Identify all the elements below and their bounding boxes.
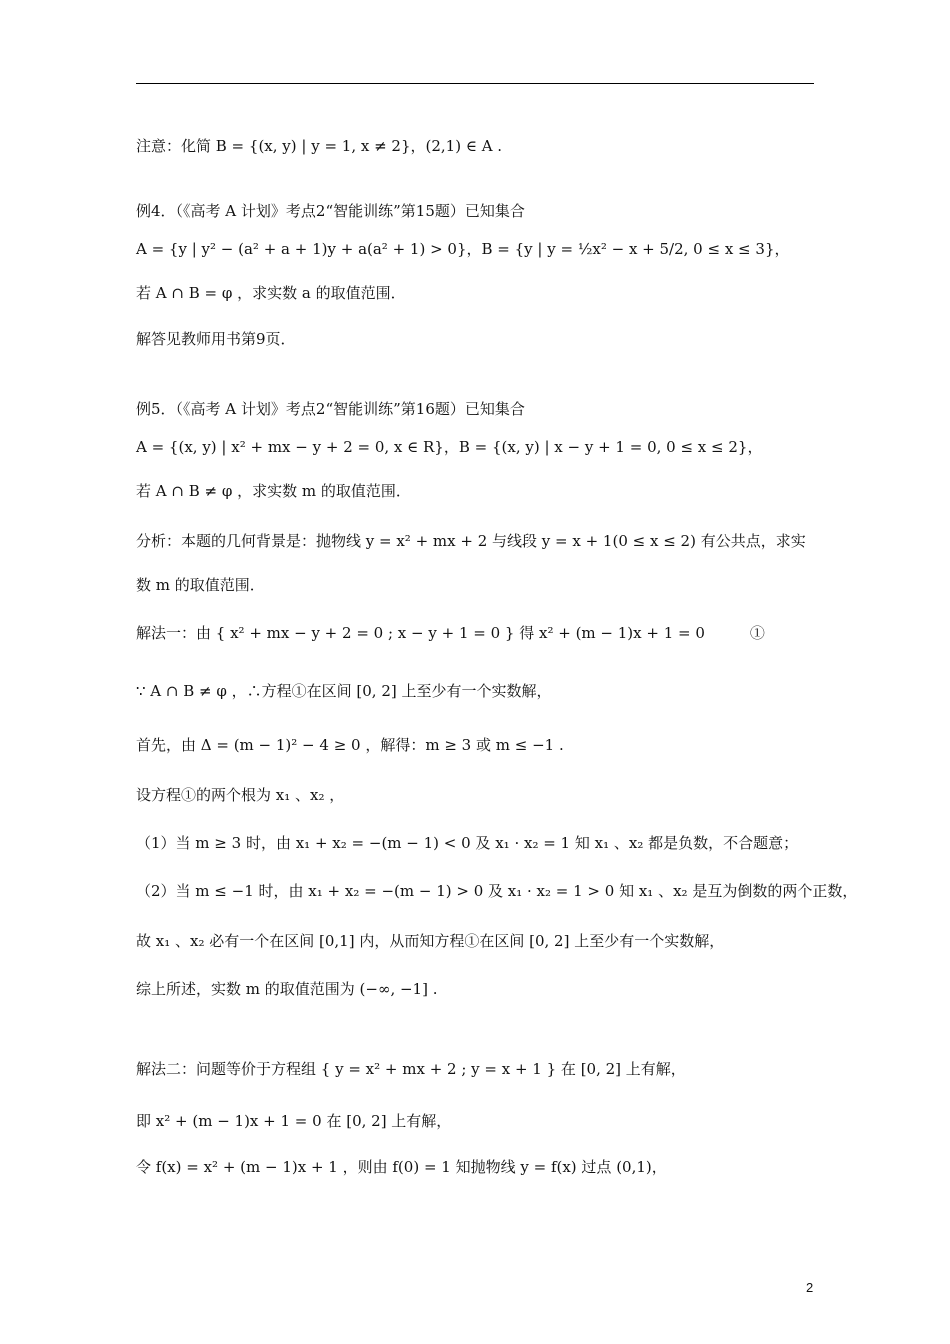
method1-case1: （1）当 m ≥ 3 时，由 x₁ + x₂ = −(m − 1) < 0 及 x₁ · x₂ = 1 知 x₁ 、x₂ 都是负数，不合题意； bbox=[136, 834, 799, 852]
page-number: 2 bbox=[806, 1280, 814, 1295]
note-line: 注意：化简 B = {(x, y) | y = 1, x ≠ 2}，(2,1) ∈ A . bbox=[136, 137, 503, 155]
analysis-line-1: 分析：本题的几何背景是：抛物线 y = x² + mx + 2 与线段 y = x + 1(0 ≤ x ≤ 2) 有公共点，求实 bbox=[136, 532, 806, 550]
method1-conclusion-a: 故 x₁ 、x₂ 必有一个在区间 [0,1] 内，从而知方程①在区间 [0, 2] 上至少有一个实数解， bbox=[136, 932, 725, 950]
example5-sets: A = {(x, y) | x² + mx − y + 2 = 0, x ∈ R}，B = {(x, y) | x − y + 1 = 0, 0 ≤ x ≤ 2}， bbox=[136, 438, 763, 456]
example4-question: 若 A ∩ B = φ ，求实数 a 的取值范围． bbox=[136, 284, 406, 302]
analysis-line-2: 数 m 的取值范围． bbox=[136, 576, 265, 594]
method1-roots: 设方程①的两个根为 x₁ 、x₂ ， bbox=[136, 786, 345, 804]
method1-system: 解法一：由 { x² + mx − y + 2 = 0 ; x − y + 1 = 0 } 得 x² + (m − 1)x + 1 = 0 ① bbox=[136, 624, 765, 642]
header-rule bbox=[136, 83, 814, 84]
example4-heading: 例4．（《高考 A 计划》考点2“智能训练”第15题）已知集合 bbox=[136, 202, 525, 220]
method2-system: 解法二：问题等价于方程组 { y = x² + mx + 2 ; y = x + 1 } 在 [0, 2] 上有解， bbox=[136, 1060, 686, 1078]
method2-equivalent: 即 x² + (m − 1)x + 1 = 0 在 [0, 2] 上有解， bbox=[136, 1112, 452, 1130]
method1-conclusion-b: 综上所述，实数 m 的取值范围为 (−∞, −1] . bbox=[136, 980, 438, 998]
example5-question: 若 A ∩ B ≠ φ ，求实数 m 的取值范围． bbox=[136, 482, 411, 500]
method1-case2: （2）当 m ≤ −1 时，由 x₁ + x₂ = −(m − 1) > 0 及 x₁ · x₂ = 1 > 0 知 x₁ 、x₂ 是互为倒数的两个正数， bbox=[136, 882, 858, 900]
example5-heading: 例5．（《高考 A 计划》考点2“智能训练”第16题）已知集合 bbox=[136, 400, 525, 418]
method2-function: 令 f(x) = x² + (m − 1)x + 1 ，则由 f(0) = 1 知抛物线 y = f(x) 过点 (0,1)， bbox=[136, 1158, 667, 1176]
method1-because: ∵ A ∩ B ≠ φ ，∴方程①在区间 [0, 2] 上至少有一个实数解， bbox=[136, 682, 552, 700]
example4-answer-ref: 解答见教师用书第9页． bbox=[136, 330, 296, 348]
method1-discriminant: 首先，由 Δ = (m − 1)² − 4 ≥ 0 ，解得：m ≥ 3 或 m ≤ −1 . bbox=[136, 736, 564, 754]
example4-sets: A = {y | y² − (a² + a + 1)y + a(a² + 1) > 0}，B = {y | y = ½x² − x + 5/2, 0 ≤ x ≤ 3}， bbox=[136, 240, 790, 258]
